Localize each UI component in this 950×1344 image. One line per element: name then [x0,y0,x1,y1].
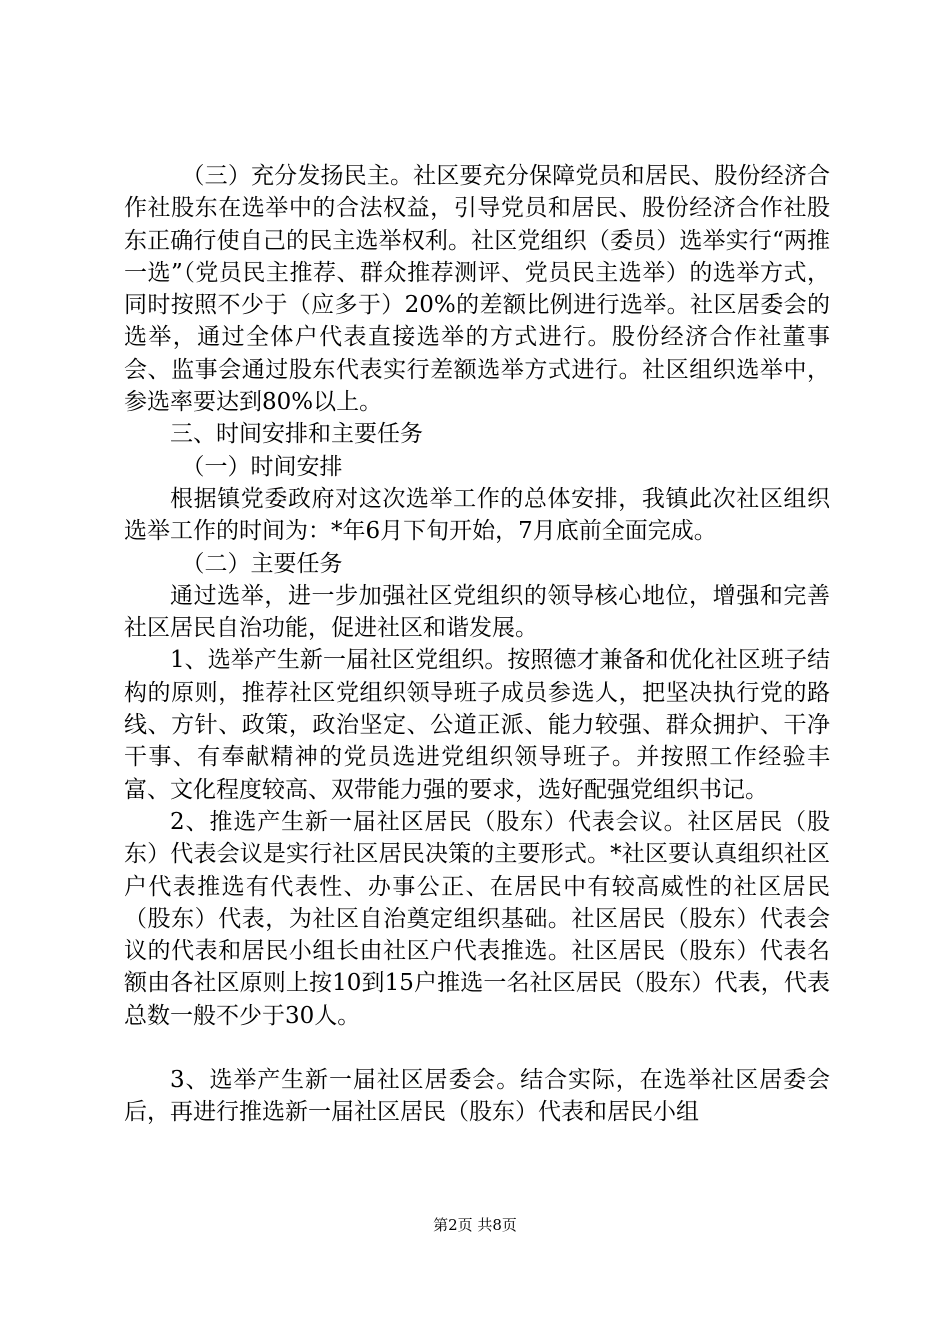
subheading-main-tasks: （二）主要任务 [181,550,343,577]
page-footer: 第2页 共8页 [433,1216,517,1234]
paragraph-task-2: 2、推选产生新一届社区居民（股东）代表会议。社区居民（股东）代表会议是实行社区居民决策的主要形式。*社区要认真组织社区户代表推选有代表性、办事公正、在居民中有较高威性的社区居民（股东）代表，为社区自治奠定组织基础。社区居民（股东）代表会议的代表和居民小组长由社区户代表推选。社区居民（股东）代表名额由各社区原则上按10到15户推选一名社区居民（股东）代表，代表总数一般不少于30人。 [124,808,830,1029]
paragraph-schedule: 根据镇党委政府对这次选举工作的总体安排，我镇此次社区组织选举工作的时间为：*年6月下旬开始，7月底前全面完成。 [124,485,830,545]
paragraph-tasks-intro: 通过选举，进一步加强社区党组织的领导核心地位，增强和完善社区居民自治功能，促进社区和谐发展。 [124,582,830,642]
document-body [124,160,830,1129]
paragraph-task-3: 3、选举产生新一届社区居委会。结合实际，在选举社区居委会后，再进行推选新一届社区居民（股东）代表和居民小组 [124,1067,830,1126]
section-heading-schedule-tasks: 三、时间安排和主要任务 [170,421,423,448]
paragraph-democracy: （三）充分发扬民主。社区要充分保障党员和居民、股份经济合作社股东在选举中的合法权益，引导党员和居民、股份经济合作社股东正确行使自己的民主选举权利。社区党组织（委员）选举实行“两推一选”（党员民主推荐、群众推荐测评、党员民主选举）的选举方式，同时按照不少于（应多于）20%的差额比例进行选举。社区居委会的选举，通过全体户代表直接选举的方式进行。股份经济合作社董事会、监事会通过股东代表实行差额选举方式进行。社区组织选举中，参选率要达到80%以上。 [124,163,830,416]
paragraph-task-1: 1、选举产生新一届社区党组织。按照德才兼备和优化社区班子结构的原则，推荐社区党组织领导班子成员参选人，把坚决执行党的路线、方针、政策，政治坚定、公道正派、能力较强、群众拥护、干净干事、有奉献精神的党员选进党组织领导班子。并按照工作经验丰富、文化程度较高、双带能力强的要求，选好配强党组织书记。 [124,647,830,803]
subheading-schedule: （一）时间安排 [181,453,343,480]
